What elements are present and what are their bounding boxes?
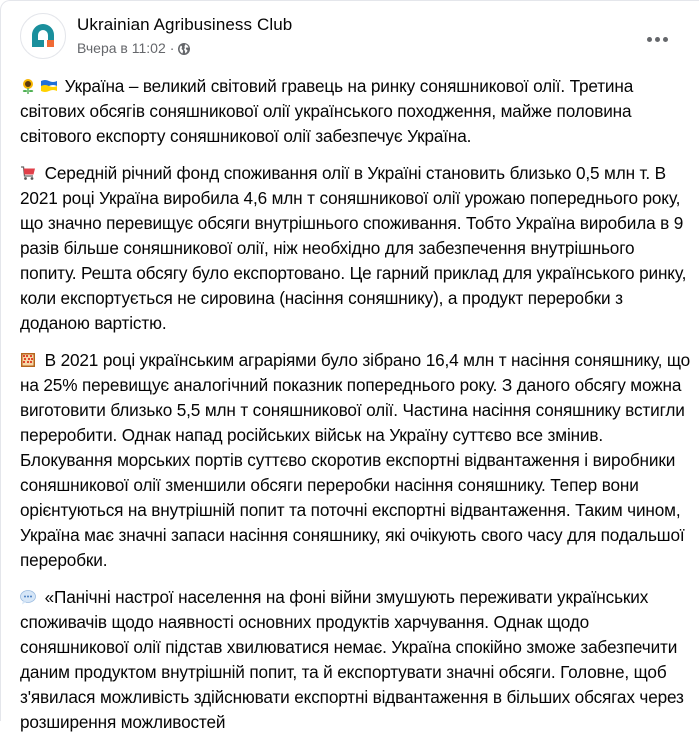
shopping-cart-icon: [20, 165, 36, 181]
dot: [647, 37, 652, 42]
sunflower-icon: [20, 78, 36, 94]
paragraph-text: Середній річний фонд споживання олії в Україні становить близько 0,5 млн т. В 2021 році Україна виробила 4,6 млн т соняшникової олії урожаю попереднього року, що значно перевищує обсяги внутрішнього споживання. Тобто Україна виробила в 9 разів більше соняшникової олії, ніж необхідно для забезпечення внутрішнього попиту. Решта обсягу було експортовано. Це гарний приклад для українського ринку, коли експортується не сировина (насіння соняшнику), а продукт переробки з доданою вартістю.: [20, 163, 687, 333]
meta-separator: ·: [169, 40, 175, 56]
post-timestamp[interactable]: Вчера в 11:02: [77, 40, 166, 56]
abacus-icon: [20, 352, 36, 368]
uac-logo-icon: [21, 14, 65, 58]
ukraine-flag-icon: [40, 78, 56, 94]
post-paragraph-4: [20, 585, 692, 735]
dot: [663, 37, 668, 42]
post-paragraph-3: [20, 348, 692, 573]
post-paragraph-1: [20, 74, 692, 149]
paragraph-text: В 2021 році українським аграріями було зібрано 16,4 млн т насіння соняшнику, що на 25% перевищує аналогічний показник попереднього року. З даного обсягу можна виготовити близько 5,5 млн т соняшникової олії. Частина насіння соняшнику встигли переробити. Однак напад російських військ на Україну суттєво все змінив. Блокування морських портів суттєво скоротив експортні відвантаження і виробники соняшникової олії зменшили обсяги переробки насіння соняшнику. Тепер вони орієнтуються на внутрішній попит та поточні експортні відвантаження. Таким чином, Україна має значні запаси насіння соняшнику, які очікують свого часу для подальшої переробки.: [20, 350, 691, 570]
page-avatar[interactable]: [20, 13, 66, 59]
speech-balloon-icon: [20, 589, 36, 605]
dot: [655, 37, 660, 42]
post-header: [20, 13, 680, 63]
paragraph-text: Україна – великий світовий гравець на ринку соняшникової олії. Третина світових обсягів соняшникової олії українського походження, майже половина світового експорту соняшникової олії забезпечує Україна.: [20, 76, 634, 146]
globe-icon[interactable]: [178, 42, 190, 54]
page-name-link[interactable]: Ukrainian Agribusiness Club: [77, 15, 293, 34]
post-body: [20, 74, 692, 747]
more-options-button[interactable]: [642, 29, 672, 49]
paragraph-text: «Панічні настрої населення на фоні війни змушують переживати українських споживачів щодо наявності основних продуктів харчування. Однак щодо соняшникової олії підстав хвилюватися немає. Україна спокійно зможе забезпечити даним продуктом внутрішній попит, та й експортувати значні обсяги. Головне, щоб з'явилася можливість здійснювати експортні відвантаження в більших обсягах через розширення можливостей: [20, 587, 684, 732]
post-paragraph-2: [20, 161, 692, 336]
post-meta: [77, 40, 190, 56]
